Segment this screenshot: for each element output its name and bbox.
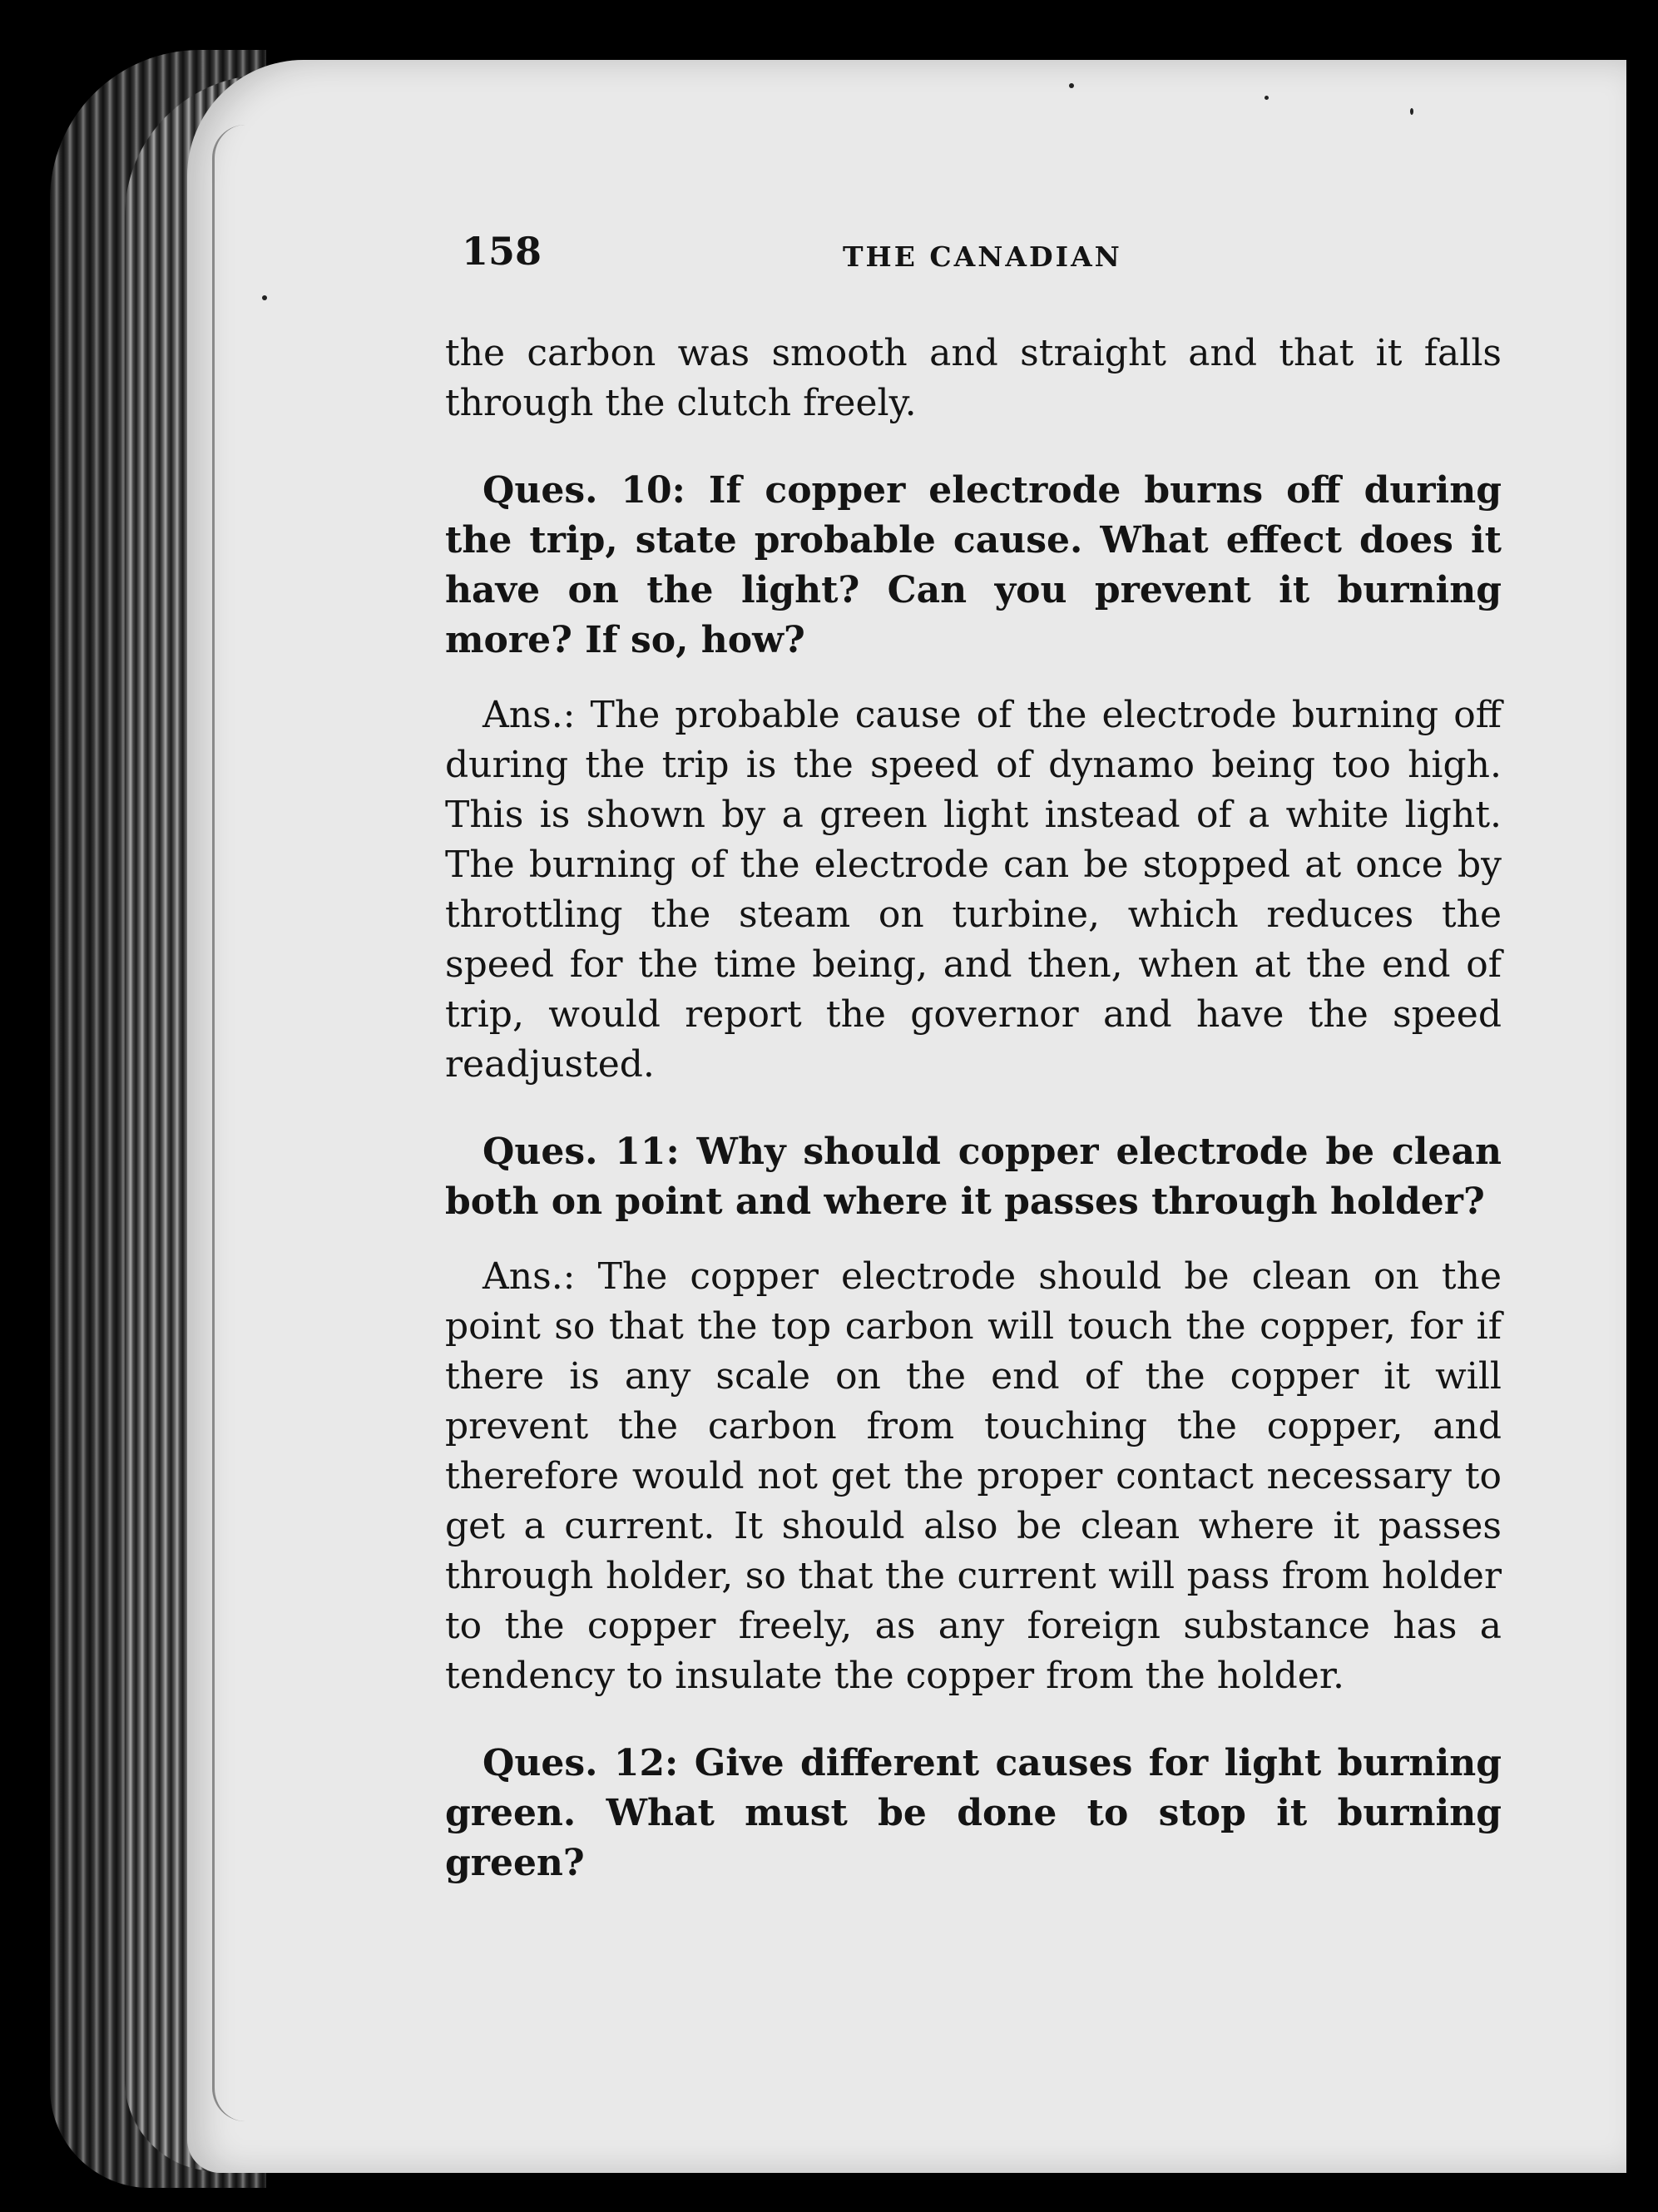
question-11: Ques. 11: Why should copper electrode be clean both on point and where it passes through holder?	[445, 1131, 1502, 1223]
answer-11: Ans.: The copper electrode should be clean on the point so that the top carbon will touch the copper, for if there is any scale on the end of the copper it will prevent the carbon from touching the copper, and therefore would not get the proper contact necessary to get a current. It should also be clean where it passes through holder, so that the current will pass from holder to the copper freely, as any foreign substance has a tendency to insulate the copper from the holder.	[445, 1255, 1502, 1697]
continued-paragraph: the carbon was smooth and straight and that it falls through the clutch freely.	[445, 332, 1502, 424]
page-curl-line	[212, 125, 248, 2121]
question-10: Ques. 10: If copper electrode burns off during the trip, state probable cause. What effect does it have on the light? Can you prevent it burning more? If so, how?	[445, 469, 1502, 661]
dust-speck	[1265, 96, 1269, 100]
dust-speck	[262, 295, 267, 300]
dust-speck	[1410, 108, 1413, 115]
page-body	[445, 329, 1502, 1888]
answer-10: Ans.: The probable cause of the electrode burning off during the trip is the speed of dynamo being too high. This is shown by a green light instead of a white light. The burning of the electrode can be stopped at once by throttling the steam on turbine, which reduces the speed for the time being, and then, when at the end of trip, would report the governor and have the speed readjusted.	[445, 694, 1502, 1086]
page-number: 158	[462, 229, 542, 274]
dust-speck	[1069, 83, 1074, 88]
running-title: THE CANADIAN	[843, 240, 1122, 273]
page-header	[462, 229, 1506, 279]
question-12: Ques. 12: Give different causes for light burning green. What must be done to stop it burning green?	[445, 1742, 1502, 1884]
